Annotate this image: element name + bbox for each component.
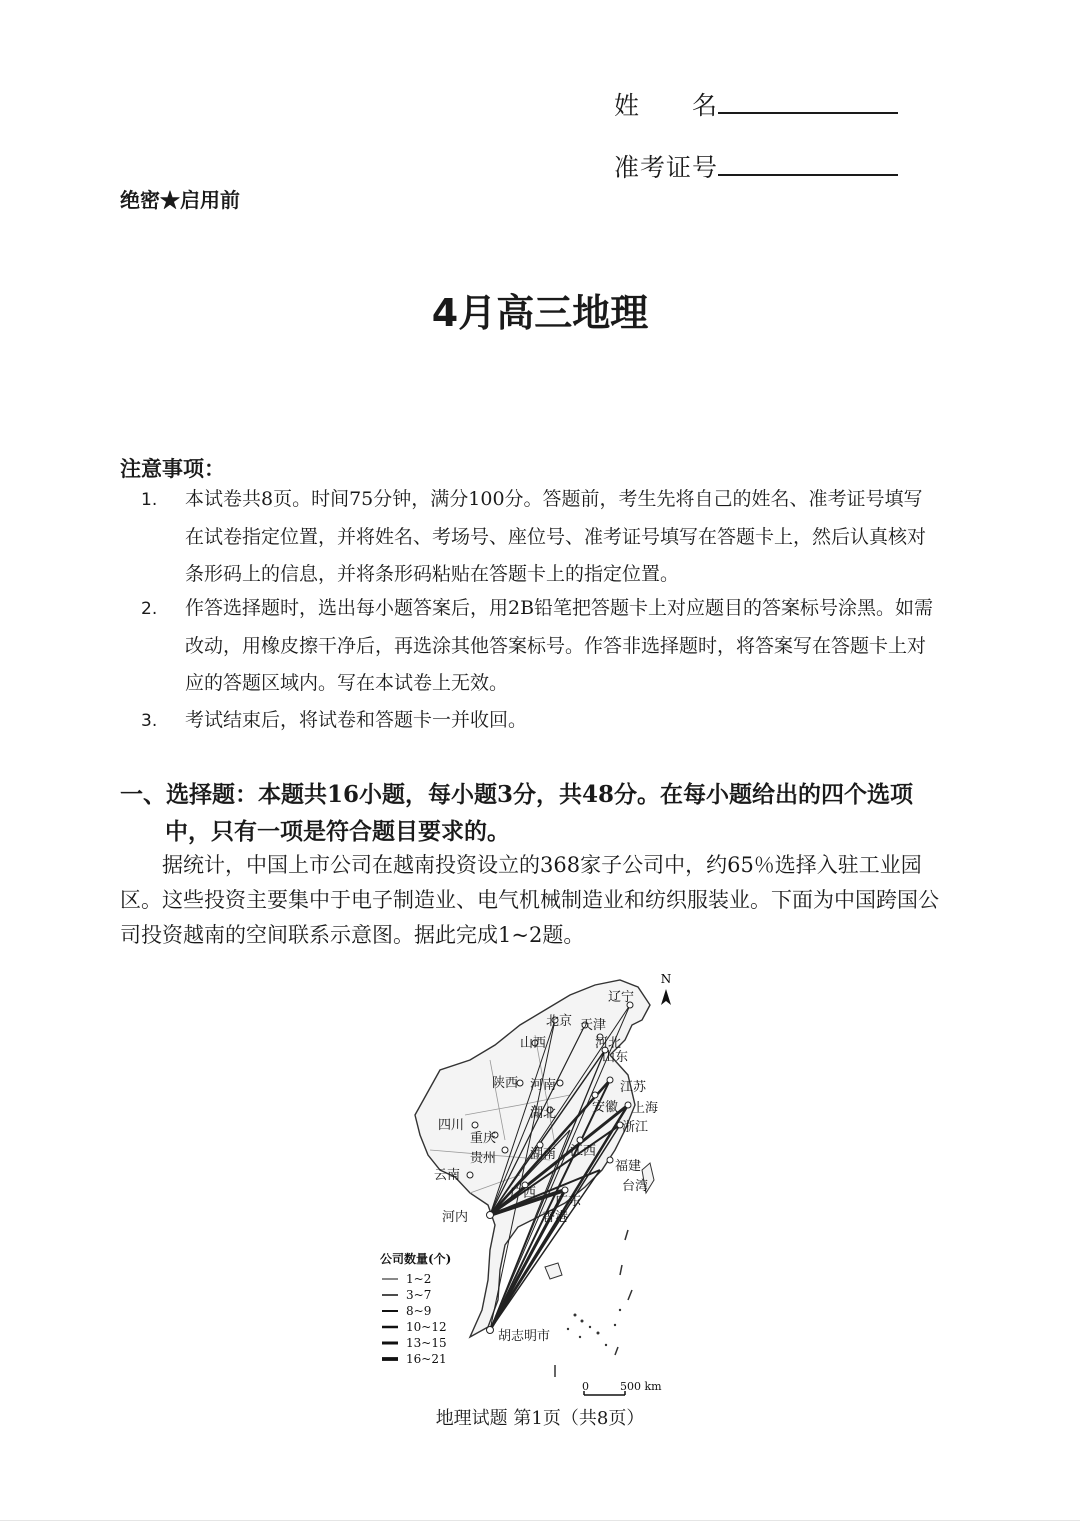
- place-label: 山东: [602, 1050, 629, 1065]
- notice-item-number: 3.: [141, 711, 158, 731]
- place-label: 安徽: [592, 1100, 619, 1115]
- place-label: 台湾: [622, 1179, 649, 1194]
- place-label: 湖北: [530, 1106, 557, 1121]
- place-label: 香港: [542, 1210, 569, 1225]
- place-label: 山西: [520, 1036, 547, 1051]
- exam-id-field: [614, 148, 898, 184]
- map-legend: [380, 1251, 451, 1366]
- legend-item: 1~2: [406, 1272, 432, 1286]
- place-label: 上海: [632, 1101, 659, 1116]
- place-label: 河内: [442, 1210, 469, 1225]
- place-label: 广西: [510, 1186, 537, 1201]
- confidential-mark: 绝密★启用前: [120, 188, 240, 212]
- exam-id-label: 准考证号: [614, 153, 719, 182]
- notice-item-text: 本试卷共8页。时间75分钟，满分100分。答题前，考生先将自己的姓名、准考证号填写在试卷指定位置，并将姓名、考场号、座位号、准考证号填写在答题卡上，然后认真核对条形码上的信息，并将条形码粘贴在答题卡上的指定位置。: [185, 488, 927, 585]
- legend-item: 3~7: [406, 1288, 432, 1302]
- place-label: 江西: [570, 1144, 597, 1159]
- notice-item-1: [141, 481, 941, 593]
- place-label: 四川: [438, 1118, 465, 1133]
- notice-item-number: 1.: [141, 490, 158, 510]
- notice-item-text: 考试结束后，将试卷和答题卡一并收回。: [185, 709, 528, 731]
- scale-zero: 0: [582, 1380, 589, 1393]
- scale-bar: [582, 1380, 662, 1395]
- notice-item-2: [141, 590, 941, 702]
- place-label: 广东: [555, 1194, 582, 1209]
- name-label: 姓 名: [614, 91, 719, 120]
- scale-label: 500 km: [620, 1380, 662, 1393]
- section-heading: [120, 776, 950, 850]
- nine-dash-marks: [555, 1230, 632, 1377]
- page-footer: 地理试题 第1页（共8页）: [435, 1408, 645, 1429]
- intro-paragraph: 据统计，中国上市公司在越南投资设立的368家子公司中，约65％选择入驻工业园区。这些投资主要集中于电子制造业、电气机械制造业和纺织服装业。下面为中国跨国公司投资越南的空间联系示意图。据此完成1~2题。: [120, 853, 939, 947]
- place-label: 胡志明市: [498, 1329, 551, 1344]
- page-bottom-divider: [0, 1520, 1080, 1521]
- place-label: 江苏: [620, 1080, 647, 1095]
- notice-item-3: [141, 702, 941, 740]
- place-label: 云南: [434, 1168, 461, 1183]
- legend-item: 13~15: [406, 1336, 447, 1350]
- investment-map: [370, 965, 680, 1405]
- notice-item-text: 作答选择题时，选出每小题答案后，用2B铅笔把答题卡上对应题目的答案标号涂黑。如需改动，用橡皮擦干净后，再选涂其他答案标号。作答非选择题时，将答案写在答题卡上对应的答题区域内。写在本试卷上无效。: [185, 597, 934, 694]
- place-label: 贵州: [470, 1151, 497, 1166]
- name-blank: [718, 88, 898, 114]
- page-title: 4月高三地理: [431, 291, 649, 335]
- place-label: 天津: [580, 1018, 607, 1033]
- notice-item-number: 2.: [141, 599, 158, 619]
- legend-title: 公司数量(个): [380, 1252, 452, 1266]
- name-field: [614, 86, 898, 122]
- place-label: 河南: [530, 1078, 557, 1093]
- north-arrow: [661, 972, 672, 1005]
- place-label: 陕西: [492, 1076, 519, 1091]
- place-label: 福建: [615, 1159, 642, 1174]
- place-label: 湖南: [530, 1147, 557, 1162]
- notice-heading: 注意事项：: [120, 456, 225, 481]
- legend-item: 16~21: [406, 1352, 447, 1366]
- place-label: 北京: [546, 1014, 573, 1029]
- legend-item: 10~12: [406, 1320, 447, 1334]
- section-heading-line1: 一、选择题：本题共16小题，每小题3分，共48分。在每小题给出的四个选项: [120, 781, 914, 808]
- section-heading-line2: 中，只有一项是符合题目要求的。: [165, 818, 510, 845]
- north-label: N: [660, 972, 672, 986]
- place-label: 辽宁: [608, 990, 635, 1005]
- place-label: 河北: [595, 1036, 622, 1051]
- south-sea-islands: [567, 1309, 621, 1346]
- place-label: 重庆: [470, 1131, 497, 1146]
- exam-id-blank: [718, 150, 898, 176]
- hainan-island: [545, 1263, 562, 1279]
- legend-item: 8~9: [406, 1304, 432, 1318]
- place-label: 浙江: [622, 1120, 649, 1135]
